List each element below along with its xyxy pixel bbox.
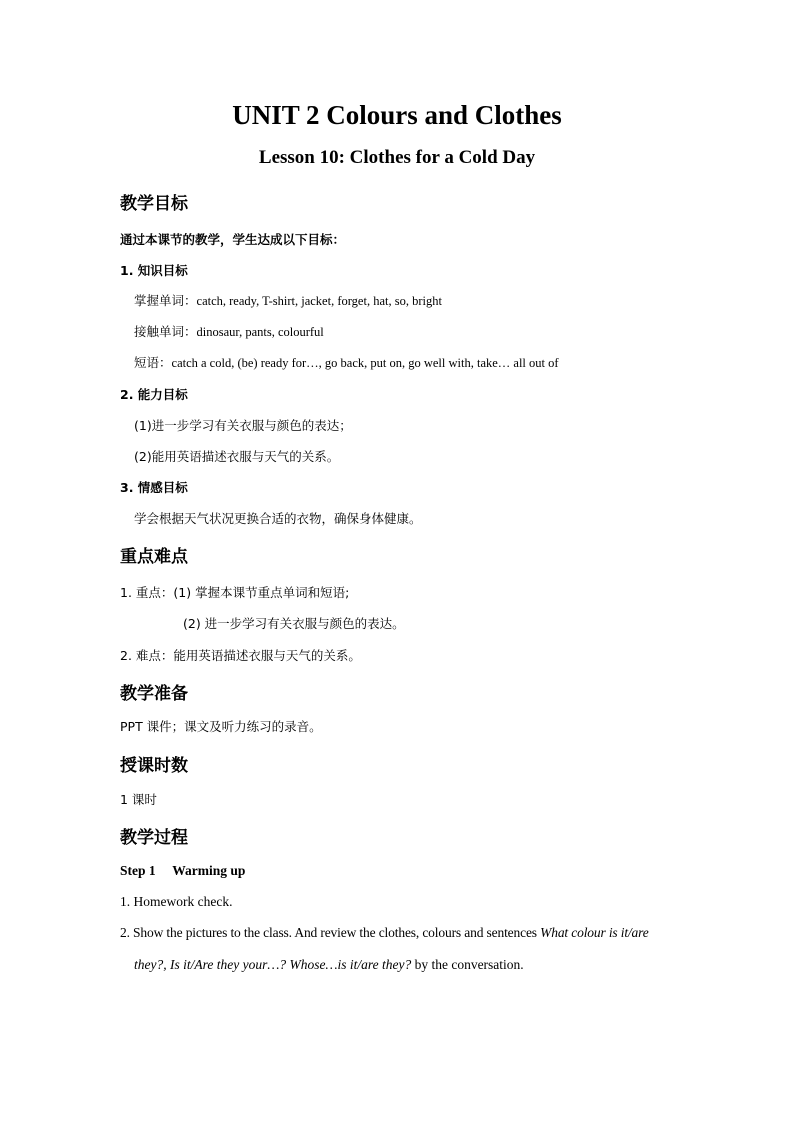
phrases: catch a cold, (be) ready for…, go back, put on, go well with, take… all out of xyxy=(171,356,559,370)
hours-heading: 授课时数 xyxy=(120,756,188,776)
objectives-intro: 通过本课节的教学，学生达成以下目标： xyxy=(120,232,346,247)
master-words-label: 掌握单词： xyxy=(134,293,197,308)
lesson-subtitle: Lesson 10: Clothes for a Cold Day xyxy=(258,147,536,168)
process-item-2-line-1 xyxy=(120,925,649,941)
contact-words: dinosaur, pants, colourful xyxy=(196,325,324,339)
key-point-1-label: 1. 重点： xyxy=(120,585,174,600)
hours-text: 1 课时 xyxy=(120,792,157,807)
phrases-line xyxy=(134,353,559,371)
preparation-text: PPT 课件；课文及听力练习的录音。 xyxy=(120,719,322,734)
process-item-2-end: by the conversation. xyxy=(411,957,524,972)
process-item-2-text: 2. Show the pictures to the class. And review the clothes, colours and sentences xyxy=(120,925,541,940)
key-points-heading: 重点难点 xyxy=(120,547,188,567)
contact-words-label: 接触单词： xyxy=(134,324,197,339)
process-item-2-question-a: What colour is it/are xyxy=(540,925,649,940)
ability-label: 2. 能力目标 xyxy=(120,387,188,402)
process-heading: 教学过程 xyxy=(120,828,188,848)
process-item-1: 1. Homework check. xyxy=(120,894,233,909)
step-1-heading: Step 1 Warming up xyxy=(120,863,246,878)
master-words: catch, ready, T-shirt, jacket, forget, hat, so, bright xyxy=(196,294,442,308)
contact-words-line xyxy=(134,322,324,340)
key-point-1-line xyxy=(120,583,349,601)
key-point-1b: (2) 进一步学习有关衣服与颜色的表达。 xyxy=(183,616,405,631)
key-point-1a: (1) 掌握本课节重点单词和短语; xyxy=(173,585,350,600)
ability-item-2: (2)能用英语描述衣服与天气的关系。 xyxy=(134,449,340,464)
process-item-2-line-2 xyxy=(134,957,524,973)
objectives-heading: 教学目标 xyxy=(120,194,188,214)
emotion-label: 3. 情感目标 xyxy=(120,480,188,495)
process-item-2-question-b: they?, Is it/Are they your…? Whose…is it/are they? xyxy=(134,957,412,972)
key-point-2: 2. 难点：能用英语描述衣服与天气的关系。 xyxy=(120,648,361,663)
preparation-heading: 教学准备 xyxy=(120,684,188,704)
phrases-label: 短语： xyxy=(134,355,172,370)
emotion-text: 学会根据天气状况更换合适的衣物，确保身体健康。 xyxy=(134,511,422,526)
page-title: UNIT 2 Colours and Clothes xyxy=(232,100,562,130)
master-words-line xyxy=(134,291,442,309)
knowledge-label: 1. 知识目标 xyxy=(120,263,188,278)
ability-item-1: (1)进一步学习有关衣服与颜色的表达； xyxy=(134,418,352,433)
